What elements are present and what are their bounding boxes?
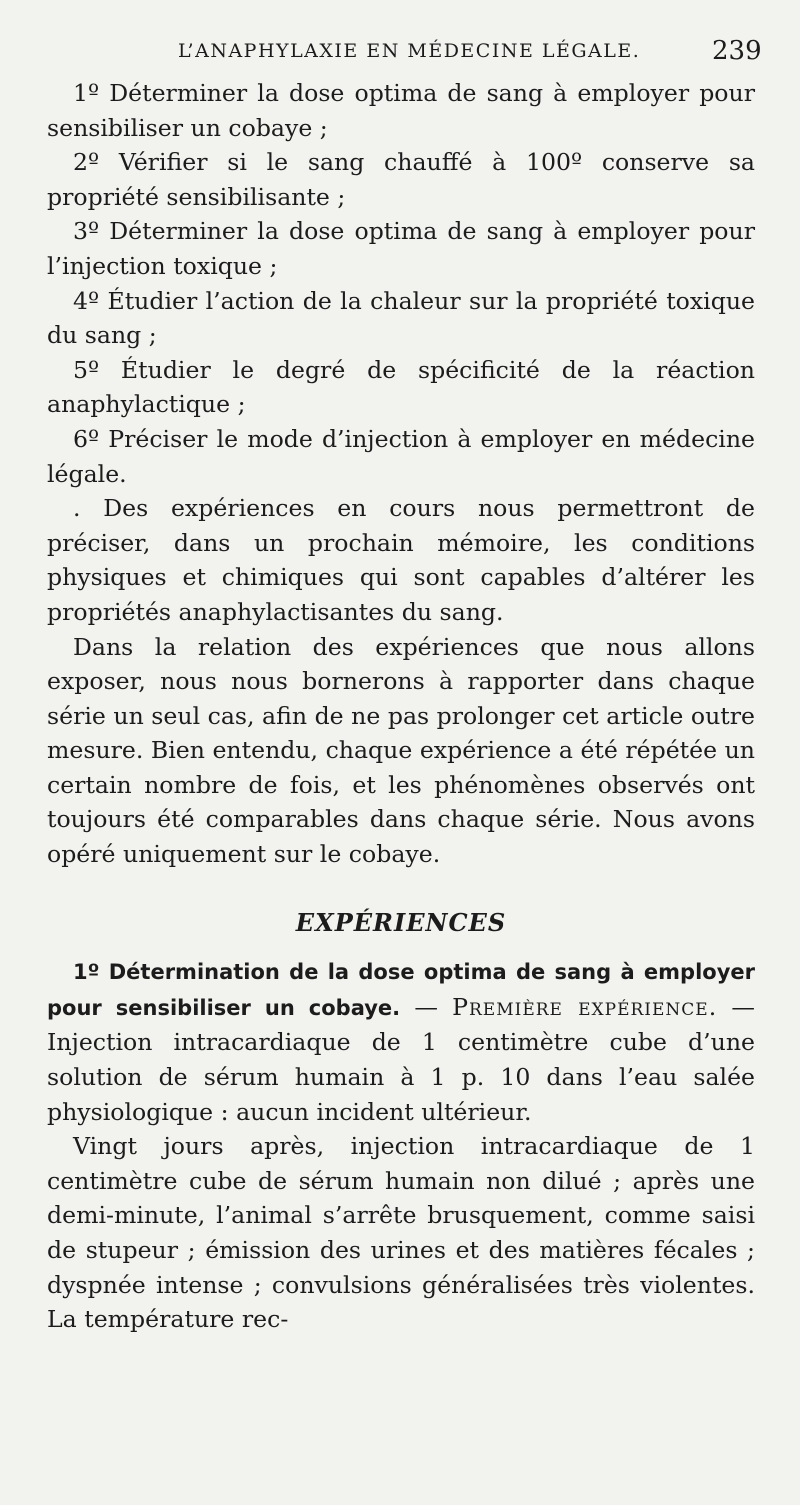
- list-item-2: 2º Vérifier si le sang chauffé à 100º conserve sa propriété sensibilisante ;: [47, 148, 755, 211]
- running-title: L’ANAPHYLAXIE EN MÉDECINE LÉGALE.: [178, 40, 641, 62]
- experiment-label: Première expérience.: [452, 992, 718, 1021]
- section-title: EXPÉRIENCES: [295, 907, 507, 937]
- list-item-3: 3º Déterminer la dose optima de sang à employer pour l’injection toxique ;: [47, 217, 755, 280]
- page-header: [0, 34, 800, 68]
- experiment-body: — Injection intracardiaque de 1 centimètre cube d’une solution de sérum humain à 1 p. 10 dans l’eau salée physiologique : aucun incident ultérieur.: [47, 992, 756, 1126]
- experiment-dash: —: [400, 992, 453, 1021]
- list-item-4: 4º Étudier l’action de la chaleur sur la propriété toxique du sang ;: [47, 286, 755, 350]
- page-number: 239: [712, 36, 762, 66]
- body-text: [47, 76, 755, 1337]
- experiment-paragraph: [47, 954, 755, 1129]
- list-item-5: 5º Étudier le degré de spécificité de la réaction anaphylactique ;: [47, 355, 755, 419]
- closing-paragraph: Vingt jours après, injection intracardiaque de 1 centimètre cube de sérum humain non dilué ; après une demi-minute, l’animal s’arrête brusquement, comme saisi de stupeur ; émission des urines et des matières fécales ; dyspnée intense ; convulsions généralisées très violentes. La température rec-: [47, 1132, 755, 1334]
- list-item-6: 6º Préciser le mode d’injection à employer en médecine légale.: [47, 424, 755, 488]
- paragraph-further-experiments: . Des expériences en cours nous permettront de préciser, dans un prochain mémoire, les conditions physiques et chimiques qui sont capables d’altérer les propriétés anaphylactisantes du sang.: [47, 494, 755, 626]
- list-item-1: 1º Déterminer la dose optima de sang à employer pour sensibiliser un cobaye ;: [47, 79, 755, 142]
- paragraph-methodology: Dans la relation des expériences que nous allons exposer, nous nous bornerons à rapporter dans chaque série un seul cas, afin de ne pas prolonger cet article outre mesure. Bien entendu, chaque expérience a été répétée un certain nombre de fois, et les phénomènes observés ont toujours été comparables dans chaque série. Nous avons opéré uniquement sur le cobaye.: [47, 632, 755, 869]
- experiment-heading: 1º Détermination de la dose optima de sang à employer pour sensibiliser un cobaye.: [47, 960, 755, 1020]
